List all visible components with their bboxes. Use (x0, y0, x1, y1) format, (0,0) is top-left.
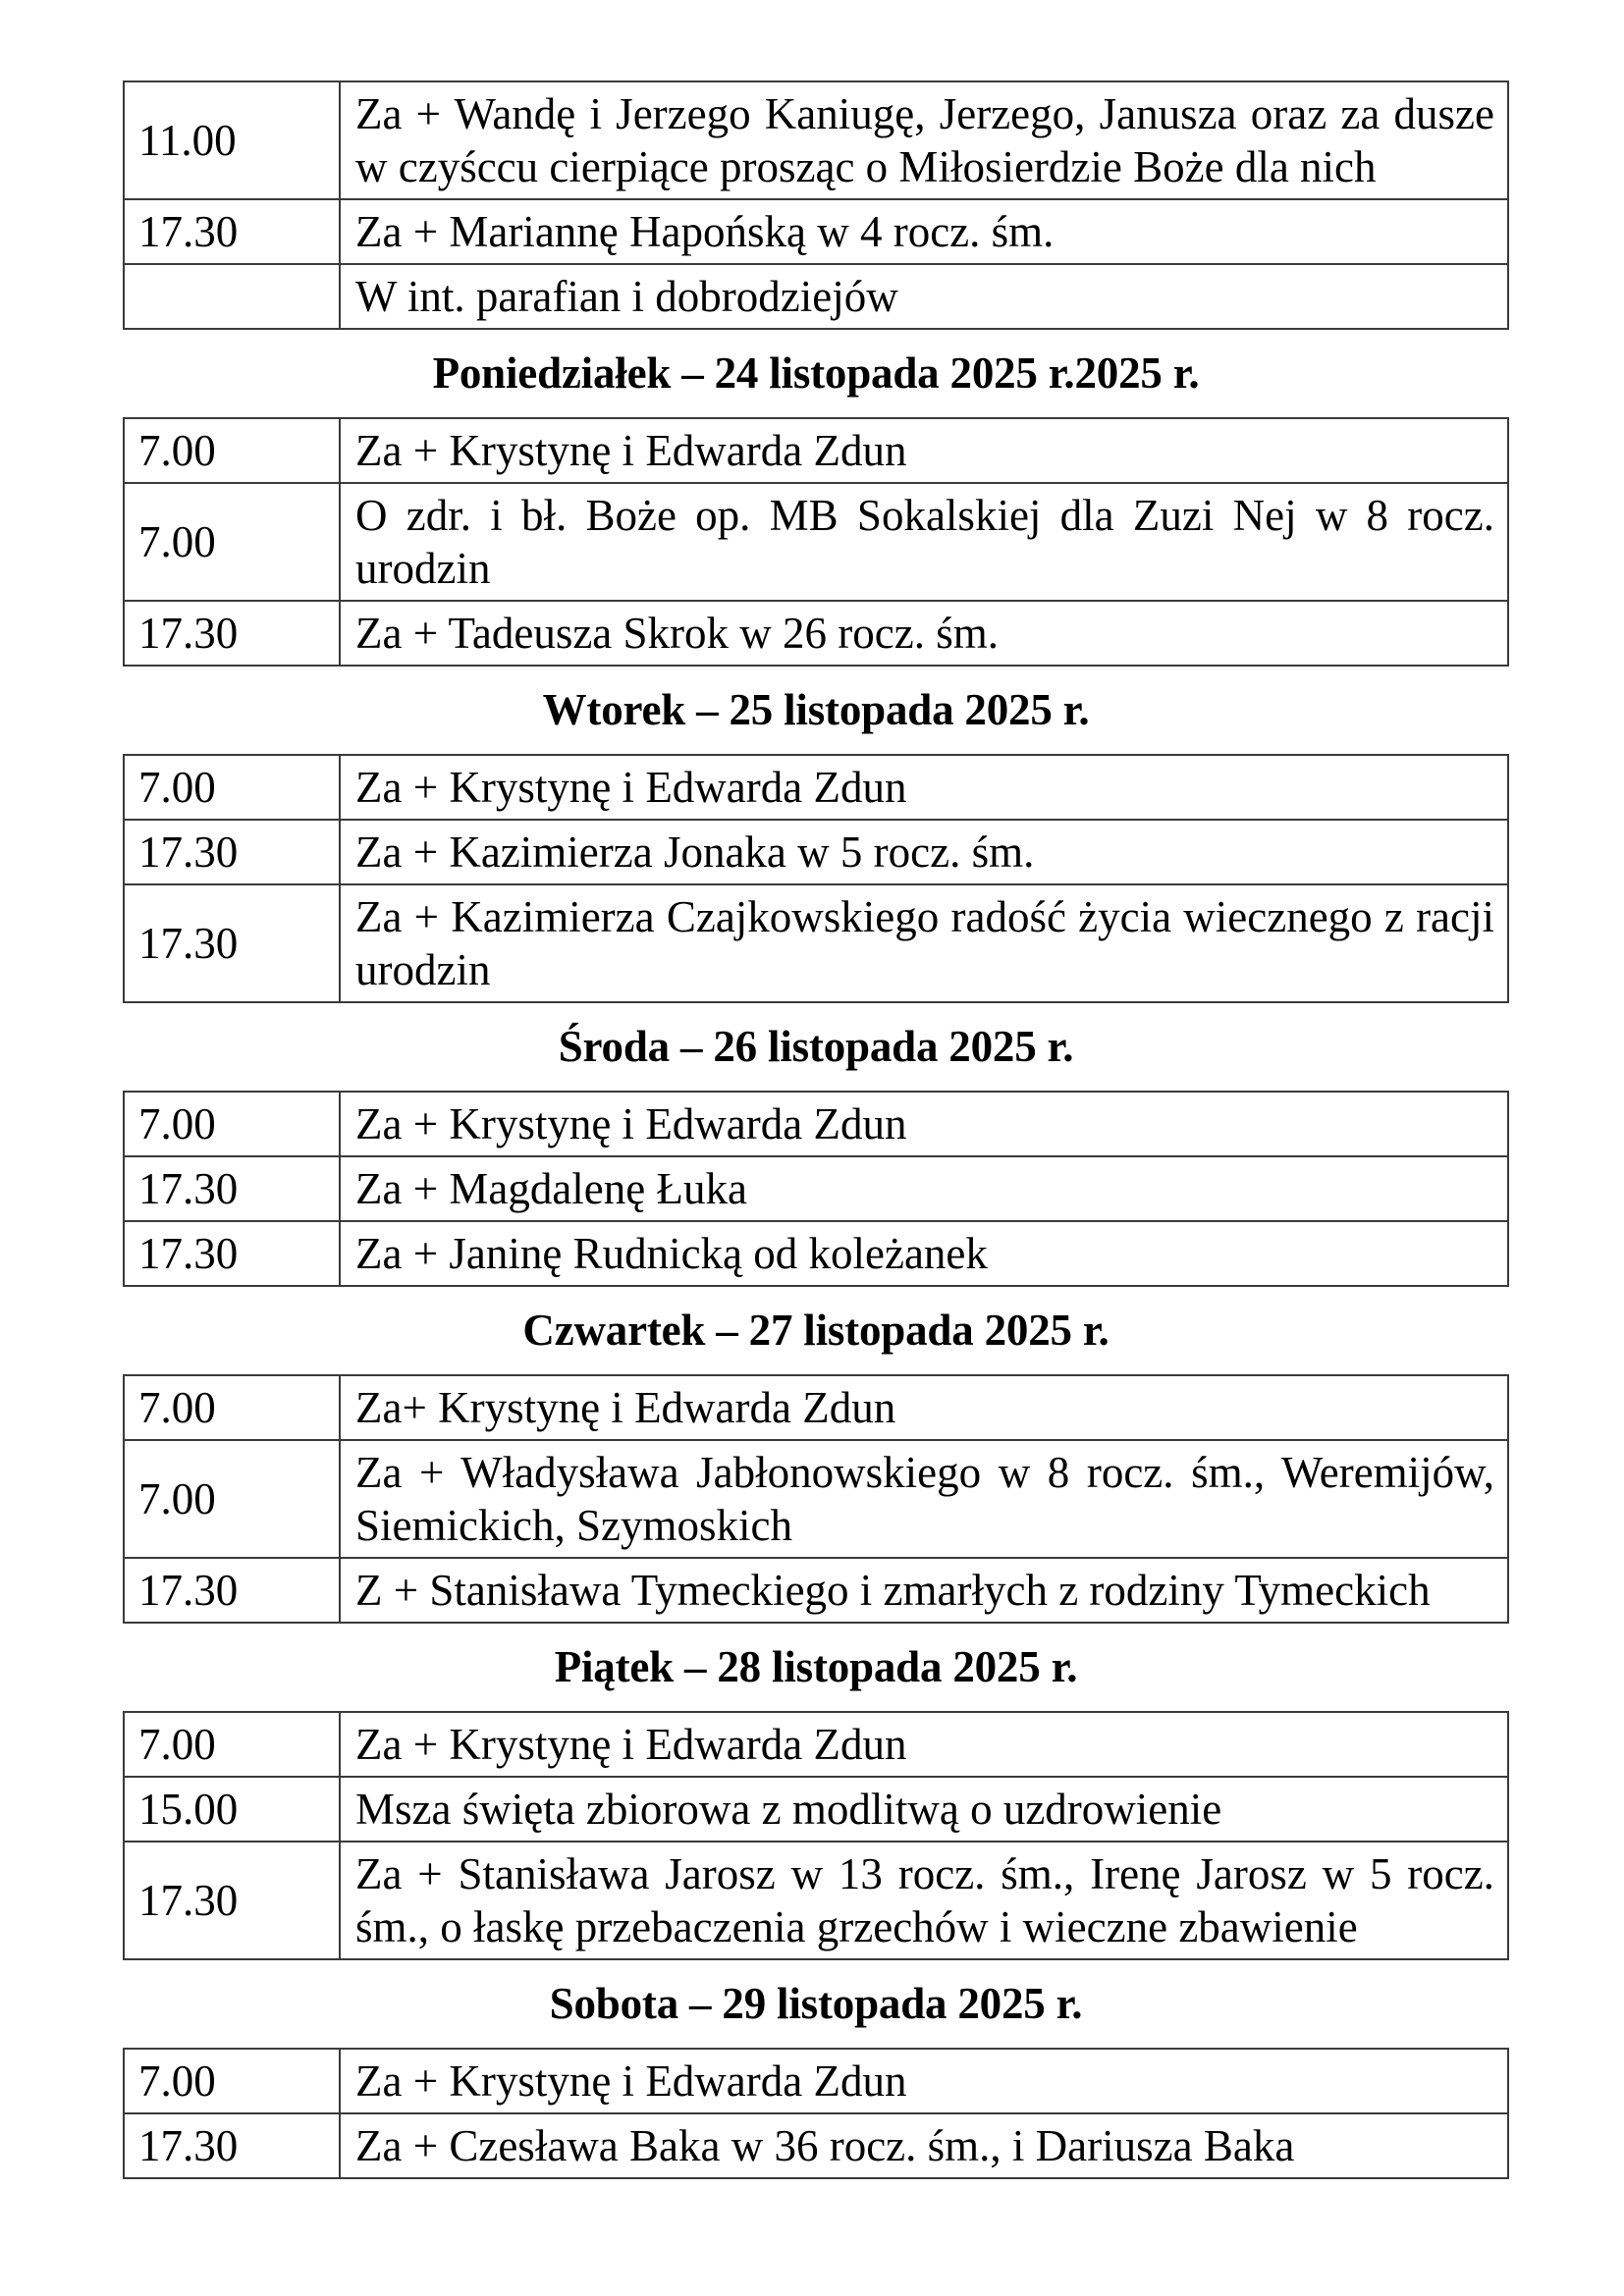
mass-time: 7.00 (124, 418, 340, 483)
day-heading-thursday: Czwartek – 27 listopada 2025 r. (522, 1306, 1110, 1355)
schedule-table-continuation (123, 80, 1509, 330)
mass-intention: Za + Kazimierza Jonaka w 5 rocz. śm. (340, 820, 1508, 884)
table-row (124, 1558, 1508, 1623)
mass-intention: Za + Wandę i Jerzego Kaniugę, Jerzego, Janusza oraz za dusze w czyśccu cierpiące prosząc o Miłosierdzie Boże dla nich (340, 81, 1508, 199)
mass-time: 17.30 (124, 1221, 340, 1286)
day-heading-friday: Piątek – 28 listopada 2025 r. (554, 1642, 1078, 1691)
table-row (124, 1712, 1508, 1777)
mass-time: 7.00 (124, 2049, 340, 2113)
mass-time: 7.00 (124, 483, 340, 601)
mass-intention: Za + Krystynę i Edwarda Zdun (340, 2049, 1508, 2113)
mass-time: 17.30 (124, 2113, 340, 2178)
table-row (124, 418, 1508, 483)
mass-intention: Za + Czesława Baka w 36 rocz. śm., i Dariusza Baka (340, 2113, 1508, 2178)
table-row (124, 81, 1508, 199)
table-row (124, 755, 1508, 820)
mass-time: 17.30 (124, 1558, 340, 1623)
day-heading-tuesday: Wtorek – 25 listopada 2025 r. (542, 685, 1090, 734)
table-row (124, 483, 1508, 601)
schedule-table-saturday (123, 2048, 1509, 2179)
table-row (124, 2049, 1508, 2113)
mass-intention: Za + Mariannę Hapońską w 4 rocz. śm. (340, 199, 1508, 264)
table-row (124, 1221, 1508, 1286)
schedule-table-tuesday (123, 754, 1509, 1003)
mass-intention: Za + Magdalenę Łuka (340, 1156, 1508, 1221)
table-row (124, 601, 1508, 666)
mass-time: 7.00 (124, 1375, 340, 1440)
mass-time: 15.00 (124, 1777, 340, 1842)
mass-time: 7.00 (124, 1440, 340, 1558)
table-row (124, 884, 1508, 1002)
mass-intention: Za + Władysława Jabłonowskiego w 8 rocz. śm., Weremijów, Siemickich, Szymoskich (340, 1440, 1508, 1558)
mass-time: 11.00 (124, 81, 340, 199)
mass-intention: Za + Krystynę i Edwarda Zdun (340, 418, 1508, 483)
mass-time: 17.30 (124, 1156, 340, 1221)
mass-intention: Za + Stanisława Jarosz w 13 rocz. śm., Irenę Jarosz w 5 rocz. śm., o łaskę przebaczenia grzechów i wieczne zbawienie (340, 1842, 1508, 1959)
day-heading-monday: Poniedziałek – 24 listopada 2025 r.2025 r. (432, 348, 1200, 398)
day-heading-wednesday: Środa – 26 listopada 2025 r. (558, 1022, 1074, 1071)
mass-intention: Msza święta zbiorowa z modlitwą o uzdrowienie (340, 1777, 1508, 1842)
mass-time: 7.00 (124, 1092, 340, 1156)
table-row (124, 1777, 1508, 1842)
mass-intention: W int. parafian i dobrodziejów (340, 264, 1508, 329)
mass-intention: Za + Janinę Rudnicką od koleżanek (340, 1221, 1508, 1286)
mass-intention: Za + Kazimierza Czajkowskiego radość życia wiecznego z racji urodzin (340, 884, 1508, 1002)
table-row (124, 1842, 1508, 1959)
mass-intention: Za+ Krystynę i Edwarda Zdun (340, 1375, 1508, 1440)
mass-time (124, 264, 340, 329)
mass-time: 17.30 (124, 1842, 340, 1959)
table-row (124, 1092, 1508, 1156)
table-row (124, 1156, 1508, 1221)
schedule-table-wednesday (123, 1091, 1509, 1287)
schedule-table-thursday (123, 1374, 1509, 1624)
table-row (124, 820, 1508, 884)
mass-time: 17.30 (124, 884, 340, 1002)
table-row (124, 1375, 1508, 1440)
mass-time: 17.30 (124, 601, 340, 666)
mass-time: 7.00 (124, 755, 340, 820)
mass-intention: Z + Stanisława Tymeckiego i zmarłych z rodziny Tymeckich (340, 1558, 1508, 1623)
mass-intention: Za + Krystynę i Edwarda Zdun (340, 1092, 1508, 1156)
mass-intentions-document (123, 80, 1509, 2179)
mass-intention: O zdr. i bł. Boże op. MB Sokalskiej dla Zuzi Nej w 8 rocz. urodzin (340, 483, 1508, 601)
mass-intention: Za + Krystynę i Edwarda Zdun (340, 755, 1508, 820)
mass-intention: Za + Krystynę i Edwarda Zdun (340, 1712, 1508, 1777)
mass-intention: Za + Tadeusza Skrok w 26 rocz. śm. (340, 601, 1508, 666)
table-row (124, 2113, 1508, 2178)
mass-time: 17.30 (124, 199, 340, 264)
mass-time: 17.30 (124, 820, 340, 884)
schedule-table-monday (123, 417, 1509, 667)
table-row (124, 199, 1508, 264)
mass-time: 7.00 (124, 1712, 340, 1777)
day-heading-saturday: Sobota – 29 listopada 2025 r. (549, 1979, 1083, 2028)
table-row (124, 1440, 1508, 1558)
table-row (124, 264, 1508, 329)
schedule-table-friday (123, 1711, 1509, 1960)
